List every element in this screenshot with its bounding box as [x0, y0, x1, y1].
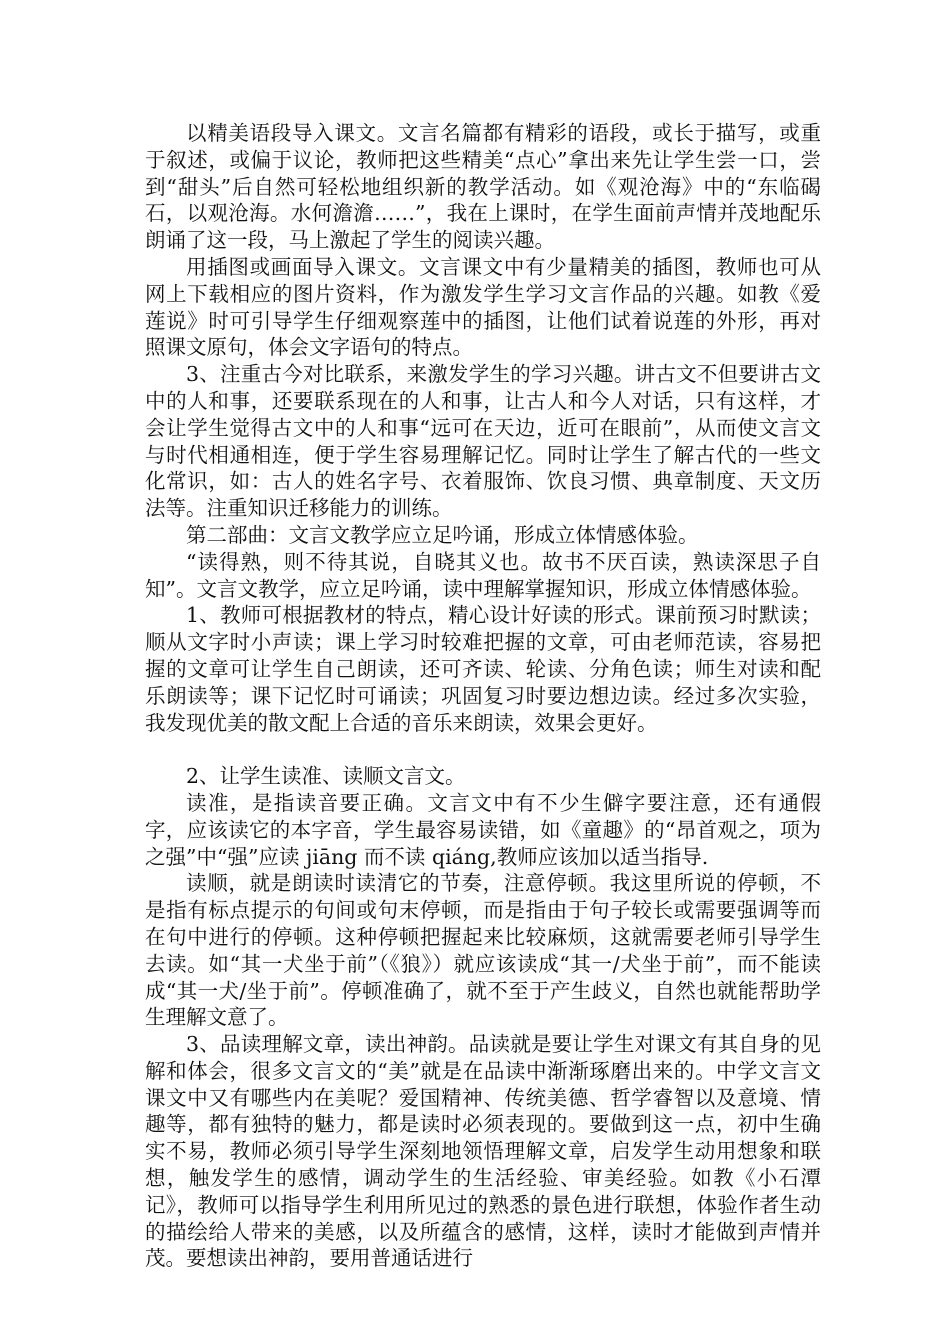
- paragraph-pronunciation: 读准，是指读音要正确。文言文中有不少生僻字要注意，还有通假字，应该读它的本字音，学生最容易读错，如《童趣》的“昂首观之，项为之强”中“强”应读 jiāng 而不读 qiáng,教师应该加以适当指导.: [145, 790, 821, 869]
- paragraph-ancient-modern: 3、注重古今对比联系，来激发学生的学习兴趣。讲古文不但要讲古文中的人和事，还要联系现在的人和事，让古人和今人对话，只有这样，才会让学生觉得古文中的人和事“远可在天边，近可在眼前”，从而使文言文与时代相通相连，便于学生容易理解记忆。同时让学生了解古代的一些文化常识，如：古人的姓名字号、衣着服饰、饮良习惯、典章制度、天文历法等。注重知识迁移能力的训练。: [145, 362, 821, 521]
- paragraph-part-two-heading: 第二部曲：文言文教学应立足吟诵，形成立体情感体验。: [186, 522, 699, 547]
- document-body: [145, 120, 821, 1272]
- paragraph-intro-illustration: 用插图或画面导入课文。文言课文中有少量精美的插图，教师也可从网上下载相应的图片资料，作为激发学生学习文言作品的兴趣。如教《爱莲说》时可引导学生仔细观察莲中的插图，让他们试着说莲的外形，再对照课文原句，体会文字语句的特点。: [145, 254, 821, 360]
- paragraph-appreciation: 3、品读理解文章，读出神韵。品读就是要让学生对课文有其自身的见解和体会，很多文言文的“美”就是在品读中渐渐琢磨出来的。中学文言文课文中又有哪些内在美呢？爱国精神、传统美德、哲学睿智以及意境、情趣等，都有独特的魅力，都是读时必须表现的。要做到这一点，初中生确实不易，教师必须引导学生深刻地领悟理解文章，启发学生动用想象和联想，触发学生的感情，调动学生的生活经验、审美经验。如教《小石潭记》，教师可以指导学生利用所见过的熟悉的景色进行联想，体验作者生动的描绘给人带来的美感，以及所蕴含的感情，这样，读时才能做到声情并茂。要想读出神韵，要用普通话进行: [145, 1032, 821, 1271]
- blank-line: [145, 736, 821, 763]
- paragraph-intro-excerpt: 以精美语段导入课文。文言名篇都有精彩的语段，或长于描写，或重于叙述，或偏于议论，教师把这些精美“点心”拿出来先让学生尝一口，尝到“甜头”后自然可轻松地组织新的教学活动。如《观沧海》中的“东临碣石，以观沧海。水何澹澹……”，我在上课时，在学生面前声情并茂地配乐朗诵了这一段，马上激起了学生的阅读兴趣。: [145, 121, 821, 253]
- paragraph-read-accurately-heading: 2、让学生读准、读顺文言文。: [186, 764, 466, 789]
- paragraph-reading-forms: 1、教师可根据教材的特点，精心设计好读的形式。课前预习时默读；顺从文字时小声读；课上学习时较难把握的文章，可由老师范读，容易把握的文章可让学生自己朗读，还可齐读、轮读、分角色读；师生对读和配乐朗读等；课下记忆时可诵读；巩固复习时要边想边读。经过多次实验，我发现优美的散文配上合适的音乐来朗读，效果会更好。: [145, 603, 821, 735]
- paragraph-quote: “读得熟，则不待其说，自晓其义也。故书不厌百读，熟读深思子自知”。文言文教学，应立足吟诵，读中理解掌握知识，形成立体情感体验。: [145, 549, 821, 601]
- paragraph-pauses: 读顺，就是朗读时读清它的节奏，注意停顿。我这里所说的停顿，不是指有标点提示的句间或句末停顿，而是指由于句子较长或需要强调等而在句中进行的停顿。这种停顿把握起来比较麻烦，这就需要老师引导学生去读。如“其一犬坐于前”（《狼》）就应该读成“其一/犬坐于前”，而不能读成“其一犬/坐于前”。停顿准确了，就不至于产生歧义，自然也就能帮助学生理解文意了。: [145, 871, 821, 1030]
